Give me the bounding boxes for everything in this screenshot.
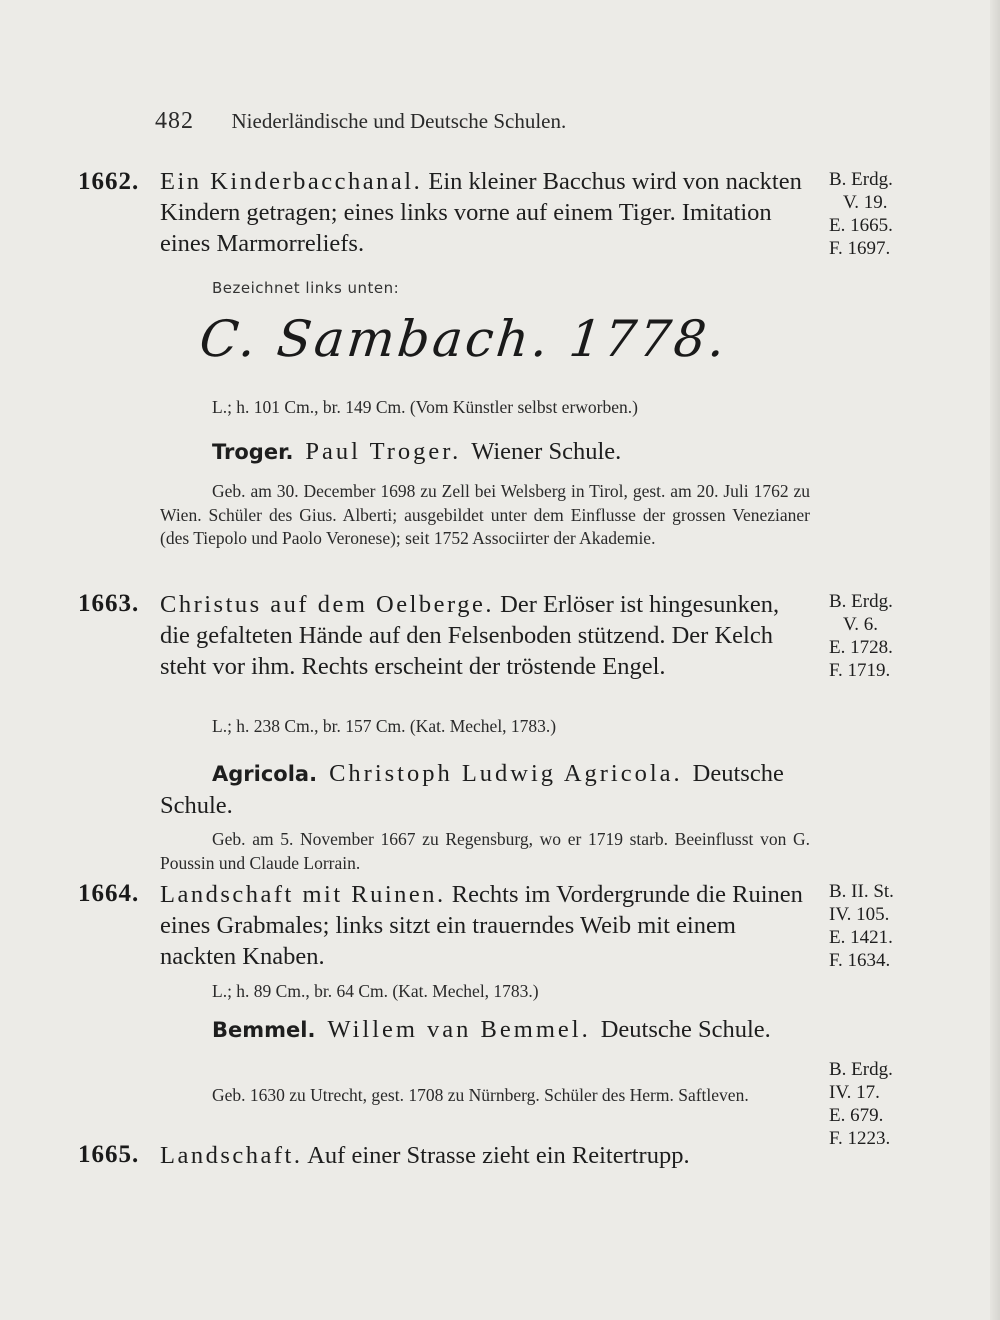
entry-location-codes — [829, 168, 919, 260]
artist-biography: Geb. am 5. November 1667 zu Regensburg, wo er 1719 starb. Beeinflusst von G. Poussin und Claude Lorrain. — [160, 829, 810, 873]
entry-text — [160, 1140, 810, 1171]
artist-school: Deutsche Schule. — [600, 1016, 771, 1043]
entry-detail: L.; h. 238 Cm., br. 157 Cm. (Kat. Mechel, 1783.) — [212, 716, 557, 736]
code-line: B. II. St. — [829, 881, 894, 902]
entry-description: Der Erlöser ist hingesunken, die gefalteten Hände auf den Felsenboden stützend. Der Kelch steht vor ihm. Rechts erscheint der tröstende Engel. — [160, 591, 780, 680]
running-header — [155, 108, 566, 135]
code-line: IV. 17. — [829, 1082, 880, 1103]
entry-text — [160, 879, 810, 972]
entry-number: 1665. — [78, 1141, 140, 1168]
handwritten-signature: C. Sambach. 1778. — [196, 310, 731, 368]
code-line: F. 1719. — [829, 660, 891, 681]
page-edge — [990, 0, 1000, 1320]
entry-detail: L.; h. 101 Cm., br. 149 Cm. (Vom Künstler selbst erworben.) — [212, 397, 638, 417]
entry-number: 1663. — [78, 590, 140, 617]
artist-heading — [160, 436, 815, 468]
artist-heading — [160, 1014, 815, 1046]
code-line: B. Erdg. — [829, 1059, 893, 1080]
artist-biography: Geb. 1630 zu Utrecht, gest. 1708 zu Nürnberg. Schüler des Herm. Saftleven. — [212, 1085, 749, 1105]
entry-location-codes — [829, 1058, 919, 1150]
signature-note: Bezeichnet links unten: — [212, 279, 400, 297]
entry-description: Auf einer Strasse zieht ein Reitertrupp. — [302, 1142, 690, 1169]
artist-name: Bemmel. — [212, 1018, 316, 1042]
entry-location-codes — [829, 880, 919, 972]
header-title: Niederländische und Deutsche Schulen. — [231, 109, 567, 133]
artist-name: Agricola. — [212, 762, 318, 786]
code-line: E. 1728. — [829, 637, 893, 658]
entry-description: Ein kleiner Bacchus wird von nackten Kindern getragen; eines links vorne auf einem Tiger. Imitation eines Marmorreliefs. — [160, 168, 802, 257]
artist-name: Troger. — [212, 440, 294, 464]
page-number: 482 — [155, 108, 194, 134]
entry-detail: L.; h. 89 Cm., br. 64 Cm. (Kat. Mechel, 1783.) — [212, 981, 539, 1001]
entry-description: Rechts im Vordergrunde die Ruinen eines Grabmales; links sitzt ein trauerndes Weib mit einem nackten Knaben. — [160, 881, 803, 970]
entry-title: Landschaft mit Ruinen. — [160, 881, 446, 908]
entry-number: 1664. — [78, 880, 140, 907]
entry-title: Landschaft. — [160, 1142, 303, 1169]
code-line: E. 1421. — [829, 927, 893, 948]
code-line: F. 1634. — [829, 950, 891, 971]
entry-text — [160, 589, 810, 682]
code-line: IV. 105. — [829, 904, 890, 925]
entry-title: Christus auf dem Oelberge. — [160, 591, 494, 618]
code-line: V. 19. — [843, 192, 888, 213]
artist-full-name: Christoph Ludwig Agricola. — [329, 760, 683, 787]
artist-full-name: Paul Troger. — [305, 438, 462, 465]
entry-number: 1662. — [78, 168, 140, 195]
artist-biography: Geb. am 30. December 1698 zu Zell bei Welsberg in Tirol, gest. am 20. Juli 1762 zu Wien. Schüler des Gius. Alberti; ausgebildet unter dem Einflusse der grossen Venezianer (des Tiepolo und Paolo Veronese); seit 1752 Associirter der Akademie. — [160, 481, 810, 548]
code-line: F. 1223. — [829, 1128, 891, 1149]
artist-full-name: Willem van Bemmel. — [327, 1016, 591, 1043]
artist-school: Deutsche Schule. — [160, 760, 784, 819]
code-line: B. Erdg. — [829, 591, 893, 612]
entry-location-codes — [829, 590, 919, 682]
code-line: V. 6. — [843, 614, 879, 635]
code-line: F. 1697. — [829, 238, 891, 259]
artist-school: Wiener Schule. — [471, 438, 622, 465]
artist-heading — [160, 758, 815, 822]
code-line: E. 1665. — [829, 215, 893, 236]
entry-title: Ein Kinderbacchanal. — [160, 168, 423, 195]
entry-text — [160, 166, 810, 259]
code-line: E. 679. — [829, 1105, 884, 1126]
code-line: B. Erdg. — [829, 169, 893, 190]
